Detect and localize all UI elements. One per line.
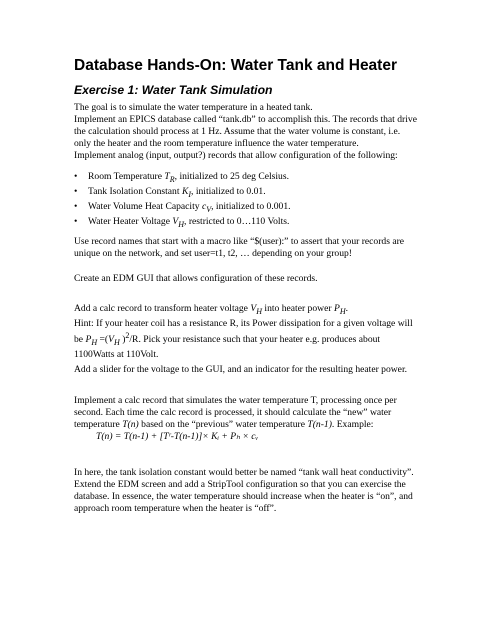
intro-line: only the heater and the room temperature influence the water temperature.	[74, 138, 359, 150]
bullet: •	[74, 201, 78, 212]
intro-line: the calculation should process at 1 Hz. Assume that the water volume is constant, i.e.	[74, 126, 401, 138]
closing-paragraph	[74, 467, 434, 515]
paragraph-line: Implement a calc record that simulates the water temperature T, processing once per	[74, 395, 397, 406]
paragraph-line: second. Each time the calc record is processed, it should calculate the “new” water	[74, 407, 392, 419]
paragraph-line: 1100Watts at 110Volt.	[74, 349, 159, 361]
bullet: •	[74, 186, 78, 197]
bullet: •	[74, 171, 78, 182]
paragraph-line: be $P_H =(V_H$ )$^2$/R. Pick your resistance such that your heater e.g. produces about	[74, 331, 381, 348]
paragraph-line: Hint: If your heater coil has a resistance R, its Power dissipation for a given voltage will	[74, 318, 413, 329]
paragraph-line: database. In essence, the water temperature should increase when the heater is “on”, and	[74, 491, 413, 503]
list-item: • Water Heater Voltage $V_H$, restricted to 0…110 Volts.	[74, 216, 290, 229]
intro-line: Implement an EPICS database called “tank.db” to accomplish this. The records that drive	[74, 114, 417, 126]
record-name-paragraph	[74, 236, 434, 260]
paragraph-line: approach room temperature when the heater is “off”.	[74, 503, 277, 515]
list-item: • Room Temperature $T_R$, initialized to 25 deg Celsius.	[74, 171, 289, 184]
paragraph-line: Add a slider for the voltage to the GUI, and an indicator for the resulting heater power.	[74, 364, 408, 375]
exercise-heading: Exercise 1: Water Tank Simulation	[74, 83, 273, 97]
temperature-equation: T(n) = T(n-1) + [Tʳ-T(n-1)]× Kᵢ + Pₕ × cᵥ	[96, 431, 259, 443]
parameter-list	[74, 171, 434, 231]
paragraph-line: temperature T(n) based on the “previous” water temperature T(n-1). Example:	[74, 419, 374, 431]
intro-paragraph	[74, 102, 434, 162]
paragraph-line: In here, the tank isolation constant would better be named “tank wall heat conductivity”.	[74, 467, 414, 478]
bullet: •	[74, 216, 78, 227]
water-temperature-paragraph	[74, 395, 434, 443]
list-item: • Tank Isolation Constant $K_I$, initialized to 0.01.	[74, 186, 266, 199]
paragraph-line: unique on the network, and set user=t1, t2, … depending on your group!	[74, 248, 352, 260]
intro-line: Implement analog (input, output?) records that allow configuration of the following:	[74, 150, 398, 162]
list-item: • Water Volume Heat Capacity $c_V$, initialized to 0.001.	[74, 201, 291, 214]
intro-line: The goal is to simulate the water temperature in a heated tank.	[74, 102, 313, 113]
paragraph-line: Extend the EDM screen and add a StripTool configuration so that you can exercise the	[74, 479, 406, 491]
document-title: Database Hands-On: Water Tank and Heater	[74, 57, 397, 74]
paragraph-line: Add a calc record to transform heater voltage $V_H$ into heater power $P_H$.	[74, 303, 348, 316]
slider-paragraph	[74, 364, 434, 376]
heater-power-paragraph	[74, 303, 434, 361]
paragraph-line: Use record names that start with a macro like “$(user):” to assert that your records are	[74, 236, 405, 247]
edm-gui-paragraph	[74, 273, 434, 285]
paragraph-line: Create an EDM GUI that allows configuration of these records.	[74, 273, 318, 284]
